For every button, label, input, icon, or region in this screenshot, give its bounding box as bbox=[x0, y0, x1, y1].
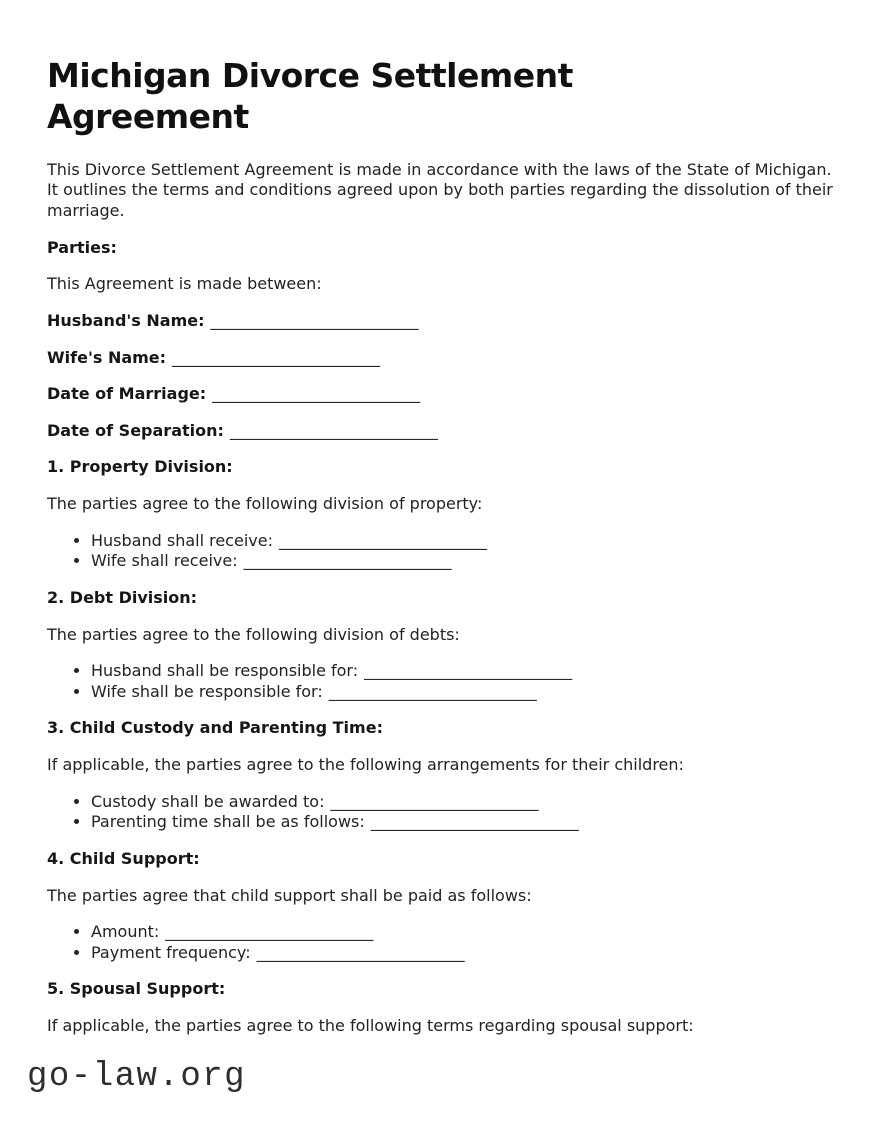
bullet-item bbox=[91, 531, 837, 552]
bullet-item bbox=[91, 792, 837, 813]
section-lead-child-support: The parties agree that child support shall be paid as follows: bbox=[47, 885, 532, 905]
bullet-item bbox=[91, 812, 837, 833]
blank-line: __________________________ bbox=[364, 661, 573, 681]
document-title: Michigan Divorce Settlement Agreement bbox=[47, 56, 573, 136]
blank-line: __________________________ bbox=[278, 530, 487, 550]
blank-line: __________________________ bbox=[328, 681, 537, 701]
bullet-list-child-support bbox=[47, 922, 837, 963]
field-label-date-of-marriage: Date of Marriage: bbox=[47, 384, 207, 404]
field-row-wife-name bbox=[47, 348, 837, 369]
field-label-wife-name: Wife's Name: bbox=[47, 347, 167, 367]
bullet-list-child-custody bbox=[47, 792, 837, 833]
bullet-list-property-division bbox=[47, 531, 837, 572]
section-heading-child-custody: 3. Child Custody and Parenting Time: bbox=[47, 718, 383, 738]
blank-line-wife-name: __________________________ bbox=[172, 347, 381, 367]
blank-line-husband-name: __________________________ bbox=[210, 310, 419, 330]
bullet-item bbox=[91, 551, 837, 572]
field-row-date-of-separation bbox=[47, 421, 837, 442]
section-heading-spousal-support: 5. Spousal Support: bbox=[47, 979, 226, 999]
blank-line: __________________________ bbox=[330, 791, 539, 811]
blank-line: __________________________ bbox=[256, 942, 465, 962]
parties-lead: This Agreement is made between: bbox=[47, 274, 322, 294]
blank-line-date-of-separation: __________________________ bbox=[229, 420, 438, 440]
section-lead-spousal-support: If applicable, the parties agree to the following terms regarding spousal support: bbox=[47, 1016, 694, 1036]
bullet-list-debt-division bbox=[47, 661, 837, 702]
bullet-item-label: Wife shall receive: bbox=[91, 551, 238, 571]
section-lead-debt-division: The parties agree to the following division of debts: bbox=[47, 624, 460, 644]
bullet-item-label: Payment frequency: bbox=[91, 942, 251, 962]
bullet-item-label: Parenting time shall be as follows: bbox=[91, 812, 365, 832]
section-heading-child-support: 4. Child Support: bbox=[47, 848, 200, 868]
bullet-item bbox=[91, 661, 837, 682]
parties-heading: Parties: bbox=[47, 237, 117, 257]
blank-line-date-of-marriage: __________________________ bbox=[212, 384, 421, 404]
field-label-husband-name: Husband's Name: bbox=[47, 310, 205, 330]
blank-line: __________________________ bbox=[370, 812, 579, 832]
field-row-husband-name bbox=[47, 311, 837, 332]
field-row-date-of-marriage bbox=[47, 384, 837, 405]
bullet-item-label: Husband shall receive: bbox=[91, 530, 273, 550]
intro-paragraph: This Divorce Settlement Agreement is made in accordance with the laws of the State of Michigan. It outlines the terms and conditions agreed upon by both parties regarding the dissolution of their marriage. bbox=[47, 159, 833, 221]
section-lead-property-division: The parties agree to the following division of property: bbox=[47, 494, 483, 514]
section-heading-debt-division: 2. Debt Division: bbox=[47, 587, 198, 607]
blank-line: __________________________ bbox=[243, 551, 452, 571]
bullet-item bbox=[91, 922, 837, 943]
section-heading-property-division: 1. Property Division: bbox=[47, 457, 233, 477]
section-lead-child-custody: If applicable, the parties agree to the following arrangements for their children: bbox=[47, 755, 684, 775]
bullet-item-label: Wife shall be responsible for: bbox=[91, 681, 323, 701]
bullet-item bbox=[91, 682, 837, 703]
bullet-item bbox=[91, 943, 837, 964]
bullet-item-label: Custody shall be awarded to: bbox=[91, 791, 325, 811]
watermark-logo: go-law.org bbox=[27, 1057, 247, 1096]
field-label-date-of-separation: Date of Separation: bbox=[47, 420, 224, 440]
bullet-item-label: Amount: bbox=[91, 922, 160, 942]
bullet-item-label: Husband shall be responsible for: bbox=[91, 661, 359, 681]
blank-line: __________________________ bbox=[165, 922, 374, 942]
